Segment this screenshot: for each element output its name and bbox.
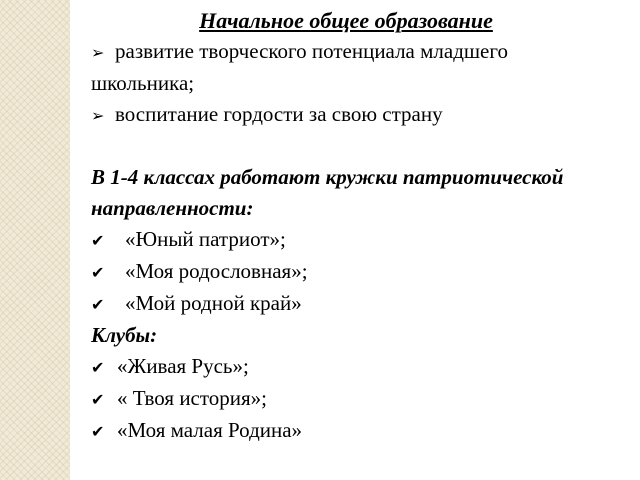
check-bullet-icon: ✔	[91, 422, 105, 441]
decorative-side-strip	[0, 0, 70, 480]
list-item	[91, 99, 631, 131]
list-item-text: «Моя малая Родина»	[117, 418, 303, 442]
list-item-text: «Мой родной край»	[125, 291, 302, 315]
circles-heading: В 1-4 классах работают кружки патриотической направленности:	[91, 165, 564, 220]
list-item	[91, 36, 631, 99]
list-item-text: « Твоя история»;	[117, 386, 268, 410]
list-item-text: «Живая Русь»;	[117, 354, 249, 378]
goals-list	[91, 36, 631, 131]
clubs-heading: Клубы:	[91, 323, 158, 347]
slide-title: Начальное общее образование	[199, 8, 493, 33]
list-item	[91, 415, 631, 447]
clubs-list	[91, 351, 631, 447]
list-item-text: развитие творческого потенциала младшего	[115, 39, 508, 63]
spacer	[91, 131, 631, 162]
list-item	[91, 383, 631, 415]
check-bullet-icon: ✔	[91, 263, 105, 282]
list-item	[91, 256, 631, 288]
check-bullet-icon: ✔	[91, 358, 105, 377]
list-item	[91, 351, 631, 383]
check-bullet-icon: ✔	[91, 390, 105, 409]
check-bullet-icon: ✔	[91, 295, 105, 314]
list-item-text: воспитание гордости за свою страну	[115, 102, 443, 126]
slide-content	[91, 6, 631, 447]
list-item-continuation: школьника;	[91, 71, 195, 95]
list-item-text: «Моя родословная»;	[125, 259, 308, 283]
list-item-text: «Юный патриот»;	[125, 227, 286, 251]
list-item	[91, 224, 631, 256]
arrow-bullet-icon: ➢	[91, 43, 105, 62]
arrow-bullet-icon: ➢	[91, 106, 105, 125]
circles-list	[91, 224, 631, 320]
check-bullet-icon: ✔	[91, 231, 105, 250]
list-item	[91, 288, 631, 320]
